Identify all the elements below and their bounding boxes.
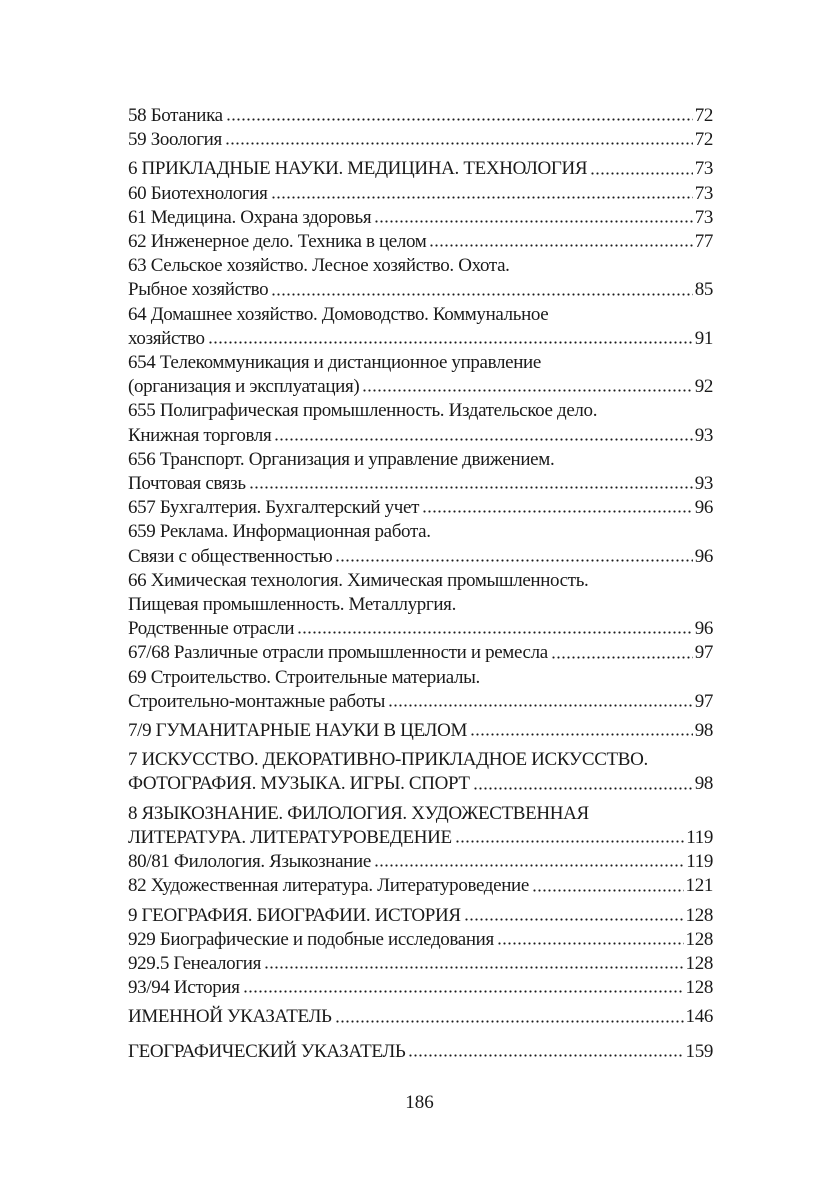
dot-leader xyxy=(497,940,684,946)
toc-entry[interactable] xyxy=(128,303,713,351)
toc-entry[interactable] xyxy=(128,666,713,714)
toc-entry-title-line: 654 Телекоммуникация и дистанционное управление xyxy=(128,352,541,374)
dot-leader xyxy=(274,436,692,442)
toc-page-number: 97 xyxy=(694,642,713,664)
toc-entry-title: ЛИТЕРАТУРА. ЛИТЕРАТУРОВЕДЕНИЕ xyxy=(128,826,452,848)
dot-leader xyxy=(388,702,693,708)
toc-page-number: 98 xyxy=(694,720,713,742)
toc-entry[interactable] xyxy=(128,719,713,743)
toc-entry-title: 929 Биографические и подобные исследования xyxy=(128,928,494,950)
toc-entry-title: 58 Ботаника xyxy=(128,105,223,126)
toc-page-number: 96 xyxy=(694,545,713,567)
dot-leader xyxy=(335,1018,684,1024)
toc-page-number: 128 xyxy=(685,977,713,999)
toc-entry[interactable] xyxy=(128,254,713,302)
toc-entry[interactable] xyxy=(128,569,713,642)
toc-entry-title: 60 Биотехнология xyxy=(128,182,268,204)
toc-page-number: 128 xyxy=(685,928,713,950)
toc-page-number: 119 xyxy=(686,826,713,848)
toc-entry-title: Родственные отрасли xyxy=(128,618,295,640)
toc-entry-title: 929.5 Генеалогия xyxy=(128,952,261,974)
toc-entry[interactable] xyxy=(128,952,713,976)
toc-page-number: 96 xyxy=(694,618,713,640)
toc-entry[interactable] xyxy=(128,874,713,898)
toc-entry[interactable] xyxy=(128,206,713,230)
dot-leader xyxy=(532,887,684,893)
toc-page-number: 97 xyxy=(694,690,713,712)
toc-entry-title: ИМЕННОЙ УКАЗАТЕЛЬ xyxy=(128,1006,332,1028)
dot-leader xyxy=(243,988,684,994)
dot-leader xyxy=(429,242,692,248)
toc-entry-title-line: 7 ИСКУССТВО. ДЕКОРАТИВНО-ПРИКЛАДНОЕ ИСКУССТВО. xyxy=(128,749,648,771)
toc-page-number: 146 xyxy=(685,1006,713,1028)
toc-entry[interactable] xyxy=(128,182,713,206)
toc-page-number: 98 xyxy=(694,773,713,795)
dot-leader xyxy=(335,557,692,563)
toc-entry-title-line: 655 Полиграфическая промышленность. Издательское дело. xyxy=(128,400,598,422)
toc-entry-title: 59 Зоология xyxy=(128,129,222,151)
dot-leader xyxy=(590,170,692,176)
toc-page-number: 73 xyxy=(694,158,713,180)
dot-leader xyxy=(249,484,693,490)
dot-leader xyxy=(297,629,693,635)
dot-leader xyxy=(226,116,693,122)
toc-entry-title: Рыбное хозяйство xyxy=(128,279,269,301)
dot-leader xyxy=(473,785,693,791)
table-of-contents xyxy=(128,104,713,1064)
toc-entry[interactable] xyxy=(128,399,713,447)
toc-page-number: 73 xyxy=(694,182,713,204)
toc-page-number: 72 xyxy=(694,129,713,151)
toc-entry-title: Связи с общественностью xyxy=(128,545,333,567)
toc-page-number: 119 xyxy=(686,851,713,873)
toc-page-number: 72 xyxy=(694,105,713,126)
toc-page-number: 93 xyxy=(694,473,713,495)
toc-entry-title-line: 659 Реклама. Информационная работа. xyxy=(128,521,431,543)
toc-entry-title: 62 Инженерное дело. Техника в целом xyxy=(128,231,427,253)
dot-leader xyxy=(408,1052,683,1058)
dot-leader xyxy=(551,654,693,660)
toc-entry-title: 93/94 История xyxy=(128,977,240,999)
toc-page-number: 92 xyxy=(694,376,713,398)
toc-entry[interactable] xyxy=(128,157,713,181)
toc-entry-title: 9 ГЕОГРАФИЯ. БИОГРАФИИ. ИСТОРИЯ xyxy=(128,904,461,926)
toc-entry[interactable] xyxy=(128,928,713,952)
toc-entry-title-line: Пищевая промышленность. Металлургия. xyxy=(128,594,456,616)
toc-entry[interactable] xyxy=(128,748,713,796)
toc-entry-title: 6 ПРИКЛАДНЫЕ НАУКИ. МЕДИЦИНА. ТЕХНОЛОГИЯ xyxy=(128,158,588,180)
toc-entry-title: 80/81 Филология. Языкознание xyxy=(128,851,371,873)
dot-leader xyxy=(422,508,693,514)
dot-leader xyxy=(464,916,684,922)
toc-page-number: 77 xyxy=(694,231,713,253)
toc-entry-title-line: 66 Химическая технология. Химическая промышленность. xyxy=(128,569,589,591)
dot-leader xyxy=(208,339,693,345)
toc-page-number: 85 xyxy=(694,279,713,301)
toc-entry-title-line: 8 ЯЗЫКОЗНАНИЕ. ФИЛОЛОГИЯ. ХУДОЖЕСТВЕННАЯ xyxy=(128,802,589,824)
toc-entry-title: Строительно-монтажные работы xyxy=(128,690,386,712)
toc-entry[interactable] xyxy=(128,230,713,254)
toc-page-number: 96 xyxy=(694,497,713,519)
toc-entry[interactable] xyxy=(128,1005,713,1029)
toc-entry[interactable] xyxy=(128,802,713,850)
toc-entry-title: (организация и эксплуатация) xyxy=(128,376,360,398)
dot-leader xyxy=(455,838,684,844)
toc-entry[interactable] xyxy=(128,976,713,1000)
toc-entry-title: 82 Художественная литература. Литературоведение xyxy=(128,875,529,897)
toc-entry[interactable] xyxy=(128,641,713,665)
dot-leader xyxy=(225,140,693,146)
toc-entry[interactable] xyxy=(128,1040,713,1064)
toc-entry-title-line: 64 Домашнее хозяйство. Домоводство. Коммунальное xyxy=(128,303,549,325)
toc-page-number: 128 xyxy=(685,952,713,974)
dot-leader xyxy=(264,964,684,970)
toc-page-number: 121 xyxy=(685,875,713,897)
toc-entry-title: хозяйство xyxy=(128,327,205,349)
toc-entry-title-line: 69 Строительство. Строительные материалы. xyxy=(128,666,480,688)
toc-page-number: 159 xyxy=(685,1040,713,1062)
toc-entry-title: 61 Медицина. Охрана здоровья xyxy=(128,206,372,228)
dot-leader xyxy=(374,862,684,868)
toc-entry[interactable] xyxy=(128,104,713,128)
dot-leader xyxy=(470,731,693,737)
dot-leader xyxy=(271,194,693,200)
toc-entry-title-line: 63 Сельское хозяйство. Лесное хозяйство. Охота. xyxy=(128,255,510,277)
toc-page-number: 128 xyxy=(685,904,713,926)
dot-leader xyxy=(362,387,692,393)
toc-entry[interactable] xyxy=(128,448,713,496)
toc-entry[interactable] xyxy=(128,128,713,152)
dot-leader xyxy=(374,218,692,224)
toc-entry-title: Почтовая связь xyxy=(128,473,246,495)
toc-page-number: 91 xyxy=(694,327,713,349)
toc-entry[interactable] xyxy=(128,904,713,928)
toc-entry[interactable] xyxy=(128,850,713,874)
toc-entry-title: 657 Бухгалтерия. Бухгалтерский учет xyxy=(128,497,420,519)
toc-entry[interactable] xyxy=(128,520,713,568)
toc-entry-title: ГЕОГРАФИЧЕСКИЙ УКАЗАТЕЛЬ xyxy=(128,1040,406,1062)
toc-page-number: 93 xyxy=(694,424,713,446)
toc-entry-title-line: 656 Транспорт. Организация и управление движением. xyxy=(128,448,555,470)
toc-entry[interactable] xyxy=(128,351,713,399)
toc-entry[interactable] xyxy=(128,496,713,520)
toc-entry-title: Книжная торговля xyxy=(128,424,272,446)
toc-entry-title: 67/68 Различные отрасли промышленности и ремесла xyxy=(128,642,548,664)
toc-page-number: 73 xyxy=(694,206,713,228)
toc-entry-title: ФОТОГРАФИЯ. МУЗЫКА. ИГРЫ. СПОРТ xyxy=(128,773,470,795)
toc-entry-title: 7/9 ГУМАНИТАРНЫЕ НАУКИ В ЦЕЛОМ xyxy=(128,720,467,742)
dot-leader xyxy=(271,291,692,297)
page-number: 186 xyxy=(405,1092,434,1113)
